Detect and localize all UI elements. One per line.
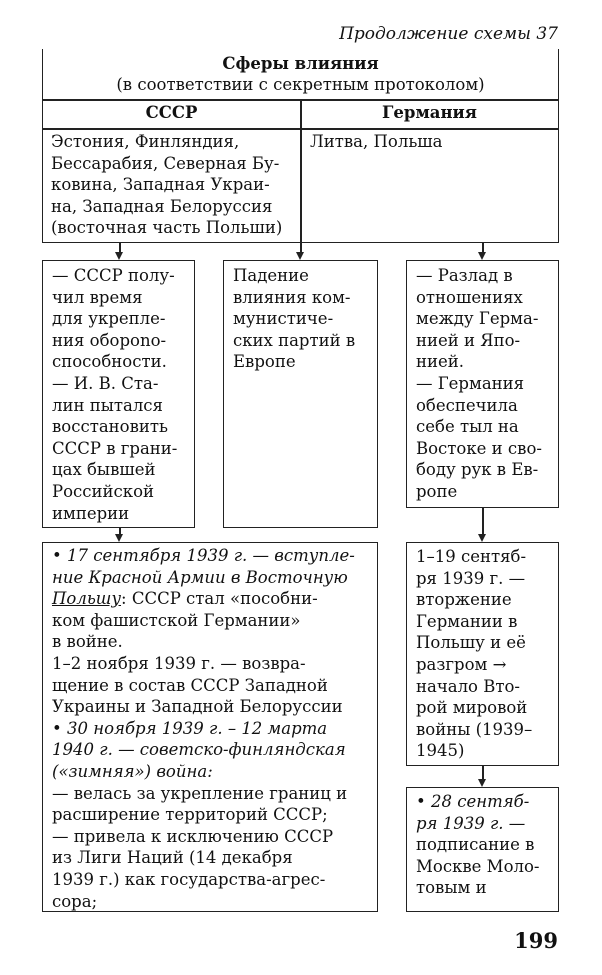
consequences-germany-box: — Разлад в отношениях между Герма- нией и Япо- нией. — Германия обеспечила себе тыл на Востоке и сво- боду рук в Ев- ропе [406,260,559,508]
arrow-down-icon [296,252,304,260]
germany-territories: Литва, Польша [310,132,443,151]
ussr-territories: Эстония, Финляндия, Бессарабия, Северная Бу- ковина, Западная Украи- на, Западная Белоруссия (восточная часть Польши) [51,132,283,238]
arrow-down-icon [478,534,486,542]
arrow-down-icon [478,779,486,787]
arrow-down-icon [115,534,123,542]
spheres-table [42,49,559,243]
treaty-box: • 28 сентяб- ря 1939 г. — подписание в Москве Моло- товым и [406,787,559,912]
continuation-header: Продолжение схемы 37 [339,24,558,44]
page-number: 199 [514,928,558,953]
arrow-down-icon [478,252,486,260]
consequences-ussr-box: — СССР полу- чил время для укрепле- ния оборono- способности. — И. В. Ста- лин пытался восстановить СССР в грани- цах бывшей Российской империи [42,260,195,528]
germany-invasion-box: 1–19 сентяб- ря 1939 г. — вторжение Германии в Польшу и её разгром → начало Вто- рой мировой войны (1939– 1945) [406,542,559,766]
arrow-down-icon [115,252,123,260]
table-title: Сферы влияния [222,54,379,73]
table-subtitle: (в соответствии с секретным протоколом) [116,75,485,94]
column-head-ussr: СССР [145,103,198,122]
ussr-events-box: • 17 сентября 1939 г. — вступле- ние Красной Армии в Восточную Польшу: СССР стал «пособни- ком фашистской Германии» в войне. 1–2 ноября 1939 г. — возвра- щение в состав СССР Западной Украины и Западной Белоруссии • 30 ноября 1939 г. – 12 марта 1940 г. — советско-финляндская («зимняя») война: — велась за укрепление границ и расширение территорий СССР; — привела к исключению СССР из Лиги Наций (14 декабря 1939 г.) как государства-агрес- сора; [42,542,378,912]
communist-parties-box: Падение влияния ком- мунистиче- ских партий в Европе [223,260,378,528]
column-head-germany: Германия [382,103,477,122]
